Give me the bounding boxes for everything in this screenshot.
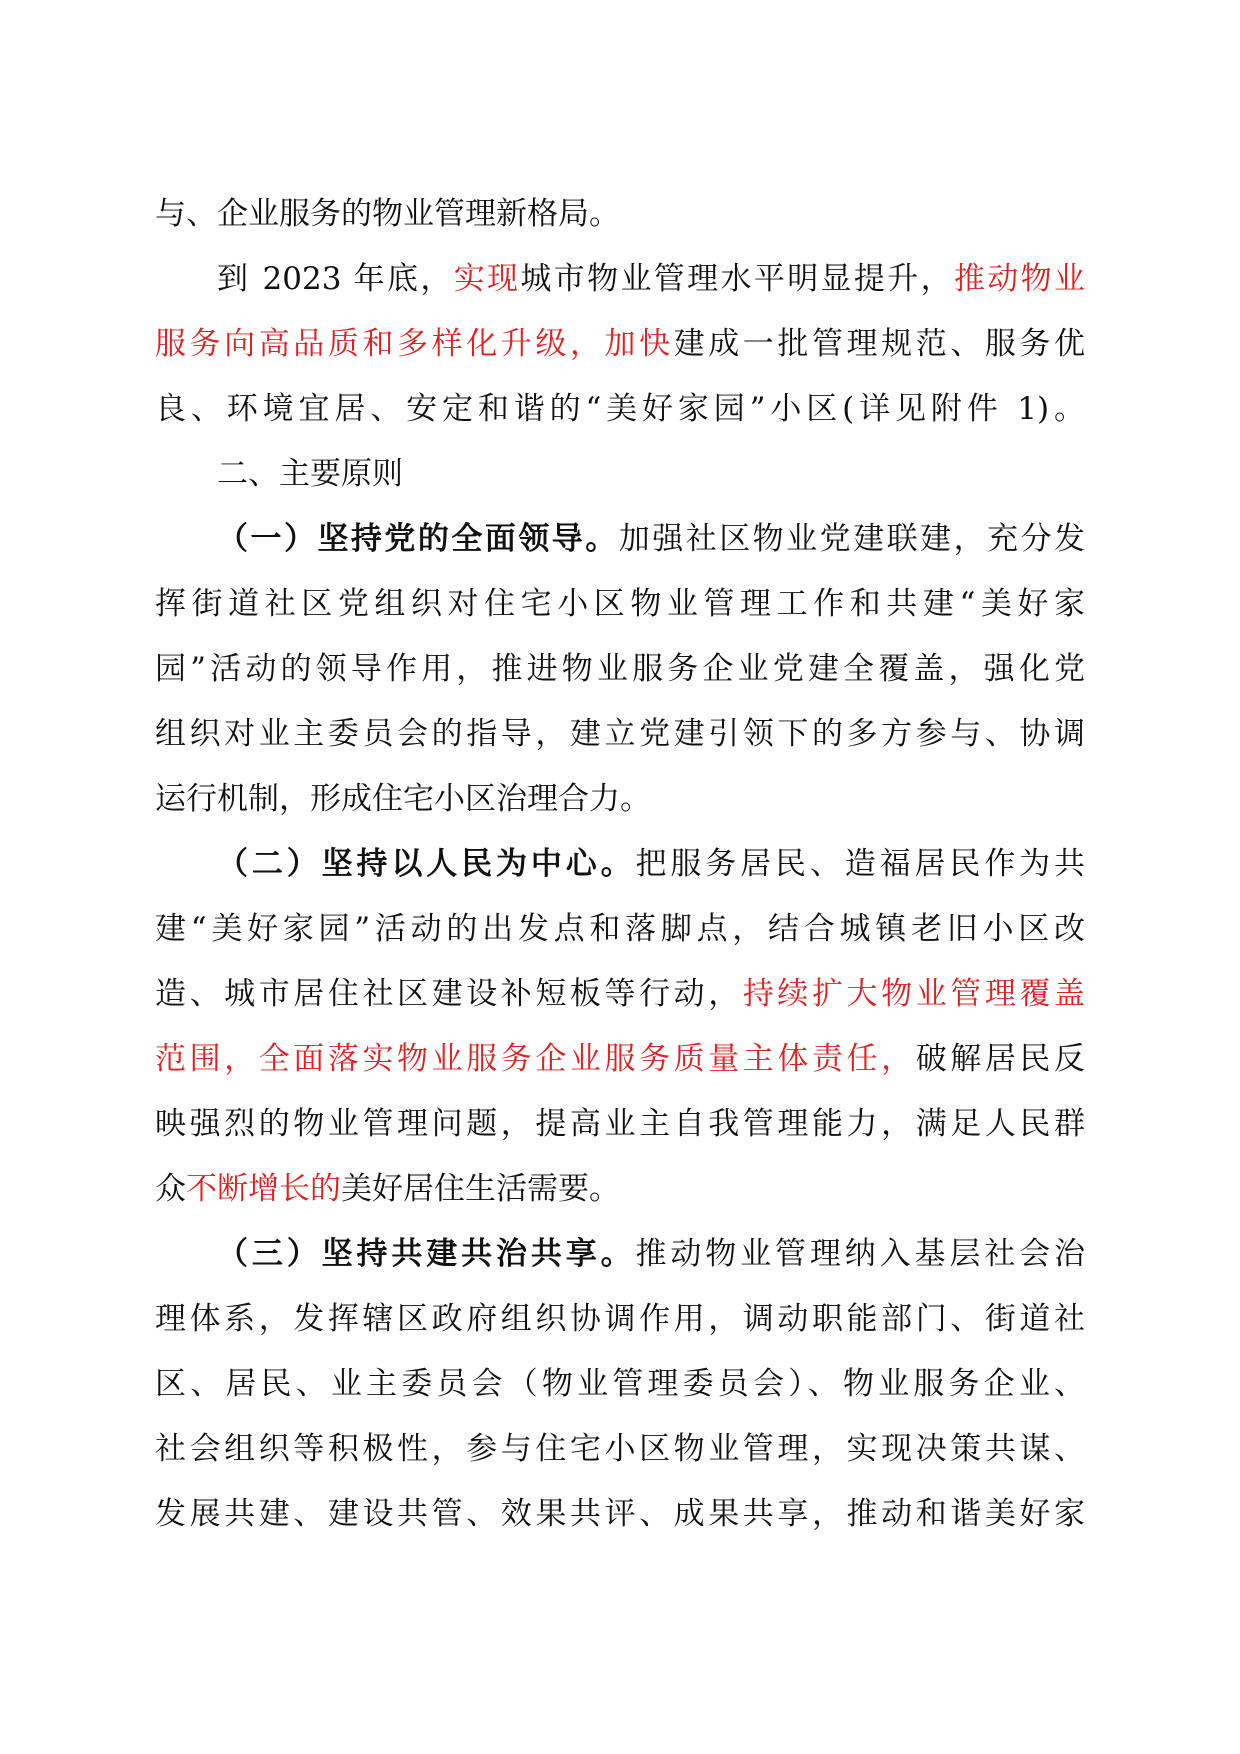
text-line (155, 767, 1085, 832)
text-run: 挥街道社区党组织对住宅小区物业管理工作和共建“美好家 (155, 586, 1085, 622)
text-line (155, 637, 1085, 702)
document-page (155, 182, 1085, 1547)
highlighted-text: 服务向高品质和多样化升级，加快 (155, 326, 674, 362)
text-run: 到 2023 年底， (217, 261, 454, 297)
text-run: 造、城市居住社区建设补短板等行动， (155, 976, 743, 1012)
text-line (155, 1222, 1085, 1287)
text-run: 破解居民反 (915, 1041, 1086, 1077)
text-line (155, 507, 1085, 572)
text-run: 与、企业服务的物业管理新格局。 (155, 196, 620, 232)
highlighted-text: 实现 (453, 261, 521, 297)
principle-title: （一）坚持党的全面领导。 (217, 521, 619, 557)
text-line (155, 962, 1085, 1027)
text-line (155, 377, 1085, 442)
text-line (155, 1482, 1085, 1547)
text-run: 美好居住生活需要。 (341, 1171, 620, 1207)
highlighted-text: 范围，全面落实物业服务企业服务质量主体责任， (155, 1041, 916, 1077)
section-heading (155, 442, 1085, 507)
text-run: 建“美好家园”活动的出发点和落脚点，结合城镇老旧小区改 (155, 911, 1085, 947)
text-line (155, 1157, 1085, 1222)
text-line (155, 1352, 1085, 1417)
principle-title: （三）坚持共建共治共享。 (217, 1236, 636, 1272)
text-line (155, 897, 1085, 962)
text-run: 把服务居民、造福居民作为共 (635, 846, 1085, 882)
highlighted-text: 推动物业 (953, 261, 1086, 297)
text-line (155, 702, 1085, 767)
text-run: 城市物业管理水平明显提升， (520, 261, 954, 297)
text-run: 组织对业主委员会的指导，建立党建引领下的多方参与、协调 (155, 716, 1085, 752)
text-line (155, 312, 1085, 377)
text-line (155, 1092, 1085, 1157)
text-line (155, 1027, 1085, 1092)
text-line (155, 182, 1085, 247)
text-line (155, 1417, 1085, 1482)
text-run: 区、居民、业主委员会（物业管理委员会）、物业服务企业、 (155, 1366, 1085, 1402)
principle-title: （二）坚持以人民为中心。 (217, 846, 636, 882)
highlighted-text: 持续扩大物业管理覆盖 (742, 976, 1086, 1012)
text-run: 映强烈的物业管理问题，提高业主自我管理能力，满足人民群 (155, 1106, 1085, 1142)
text-line (155, 832, 1085, 897)
text-line (155, 247, 1085, 312)
text-line (155, 572, 1085, 637)
text-run: 加强社区物业党建联建，充分发 (618, 521, 1086, 557)
highlighted-text: 不断增长的 (186, 1171, 341, 1207)
section-heading-text: 二、主要原则 (217, 456, 403, 492)
text-run: 发展共建、建设共管、效果共评、成果共享，推动和谐美好家 (155, 1496, 1085, 1532)
text-run: 众 (155, 1171, 186, 1207)
text-run: 理体系，发挥辖区政府组织协调作用，调动职能部门、街道社 (155, 1301, 1085, 1337)
text-run: 运行机制，形成住宅小区治理合力。 (155, 781, 651, 817)
text-run: 社会组织等积极性，参与住宅小区物业管理，实现决策共谋、 (155, 1431, 1085, 1467)
text-run: 园”活动的领导作用，推进物业服务企业党建全覆盖，强化党 (155, 651, 1085, 687)
text-run: 建成一批管理规范、服务优 (673, 326, 1086, 362)
text-line (155, 1287, 1085, 1352)
text-run: 良、环境宜居、安定和谐的“美好家园”小区(详见附件 1)。 (155, 391, 1085, 427)
text-run: 推动物业管理纳入基层社会治 (635, 1236, 1085, 1272)
